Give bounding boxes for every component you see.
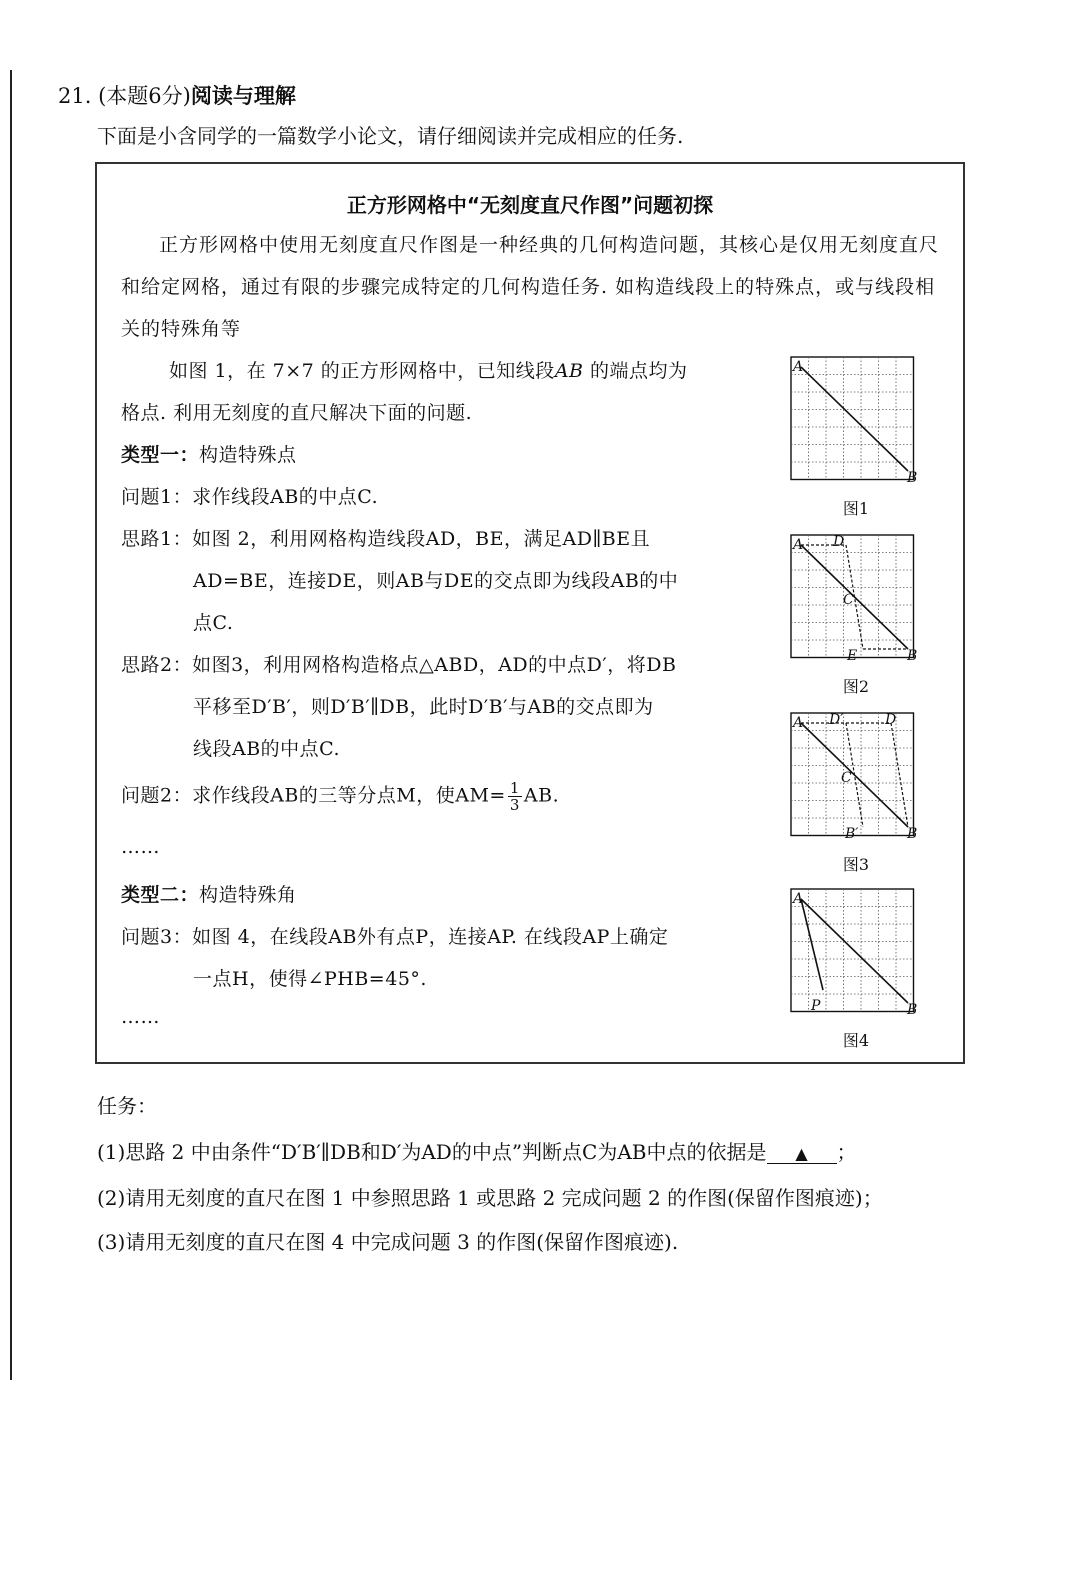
label-b-prime: B′ bbox=[845, 826, 859, 842]
label-d: D bbox=[833, 534, 845, 550]
ellipsis-1: …… bbox=[121, 836, 160, 858]
ellipsis-2: …… bbox=[121, 1006, 160, 1028]
type2-heading: 类型二：构造特殊角 bbox=[121, 884, 297, 906]
page-margin-line bbox=[10, 70, 12, 1380]
segment-db bbox=[891, 723, 908, 827]
answer-blank[interactable]: ▲ bbox=[767, 1144, 837, 1164]
idea-1-line-2: AD=BE，连接DE，则AB与DE的交点即为线段AB的中 bbox=[193, 570, 679, 592]
task-1: (1)思路 2 中由条件“D′B′∥DB和D′为AD的中点”判断点C为AB中点的依据是 ▲ ； bbox=[97, 1140, 857, 1164]
label-d: D bbox=[885, 712, 897, 728]
fraction-one-third: $\frac{1}{3}$ bbox=[509, 779, 520, 814]
figure-4-grid bbox=[787, 886, 923, 1020]
problem-2: 问题2：求作线段AB的三等分点M，使AM= $\frac{1}{3}$ AB. bbox=[121, 779, 560, 814]
figure-3-grid bbox=[787, 710, 923, 844]
label-e: E bbox=[847, 648, 858, 664]
label-d-prime: D′ bbox=[829, 712, 844, 728]
paper-paragraph-2-line-2: 格点. 利用无刻度的直尺解决下面的问题. bbox=[121, 402, 473, 424]
label-a: A bbox=[793, 359, 804, 375]
figure-4-caption: 图4 bbox=[842, 1031, 870, 1050]
figure-3-caption: 图3 bbox=[842, 855, 870, 874]
problem-3-line-1: 问题3：如图 4，在线段AB外有点P，连接AP. 在线段AP上确定 bbox=[121, 926, 669, 948]
figure-2 bbox=[787, 532, 925, 697]
label-b: B bbox=[907, 1002, 918, 1018]
idea-2-line-2: 平移至D′B′，则D′B′∥DB，此时D′B′与AB的交点即为 bbox=[193, 696, 654, 718]
label-a: A bbox=[793, 715, 804, 731]
segment-ab bbox=[801, 367, 908, 471]
figure-1 bbox=[787, 354, 925, 519]
figure-2-caption: 图2 bbox=[842, 677, 870, 696]
idea-1-line-1: 思路1：如图 2，利用网格构造线段AD，BE，满足AD∥BE且 bbox=[121, 528, 651, 550]
label-b: B bbox=[907, 470, 918, 486]
figure-1-grid bbox=[787, 354, 923, 488]
paper-title: 正方形网格中“无刻度直尺作图”问题初探 bbox=[346, 193, 714, 217]
paper-paragraph-1: 正方形网格中使用无刻度直尺作图是一种经典的几何构造问题，其核心是仅用无刻度直尺和给定网格，通过有限的步骤完成特定的几何构造任务. 如构造线段上的特殊点，或与线段相关的特殊角等 bbox=[121, 234, 940, 340]
label-a: A bbox=[793, 537, 804, 553]
label-c: C bbox=[841, 770, 852, 786]
segment-ab bbox=[801, 899, 908, 1003]
problem-1: 问题1：求作线段AB的中点C. bbox=[121, 486, 379, 508]
label-a: A bbox=[793, 891, 804, 907]
paper-paragraph-2-line-1: 如图 1，在 7×7 的正方形网格中，已知线段AB 的端点均为 bbox=[169, 360, 688, 382]
question-heading bbox=[58, 80, 296, 110]
idea-2-line-1: 思路2：如图3，利用网格构造格点△ABD，AD的中点D′，将DB bbox=[121, 654, 677, 676]
figure-2-grid bbox=[787, 532, 923, 666]
tasks-label: 任务： bbox=[97, 1094, 157, 1118]
task-2: (2)请用无刻度的直尺在图 1 中参照思路 1 或思路 2 完成问题 2 的作图(保留作图痕迹)； bbox=[97, 1186, 883, 1210]
label-b: B bbox=[907, 826, 918, 842]
question-title: 阅读与理解 bbox=[190, 84, 296, 108]
paper-box bbox=[95, 162, 965, 1064]
figure-1-caption: 图1 bbox=[842, 499, 870, 518]
task-3: (3)请用无刻度的直尺在图 4 中完成问题 3 的作图(保留作图痕迹). bbox=[97, 1230, 679, 1254]
idea-2-line-3: 线段AB的中点C. bbox=[193, 738, 341, 760]
figure-3 bbox=[787, 710, 925, 875]
question-score: (本题6分) bbox=[98, 84, 191, 108]
question-intro: 下面是小含同学的一篇数学小论文，请仔细阅读并完成相应的任务. bbox=[97, 124, 684, 148]
label-c: C bbox=[843, 592, 854, 608]
label-b: B bbox=[907, 648, 918, 664]
figure-4 bbox=[787, 886, 925, 1051]
problem-3-line-2: 一点H，使得∠PHB=45°. bbox=[193, 968, 427, 990]
idea-1-line-3: 点C. bbox=[193, 612, 234, 634]
label-p: P bbox=[811, 998, 821, 1014]
type1-heading: 类型一：构造特殊点 bbox=[121, 444, 297, 466]
question-number: 21. bbox=[58, 84, 92, 108]
